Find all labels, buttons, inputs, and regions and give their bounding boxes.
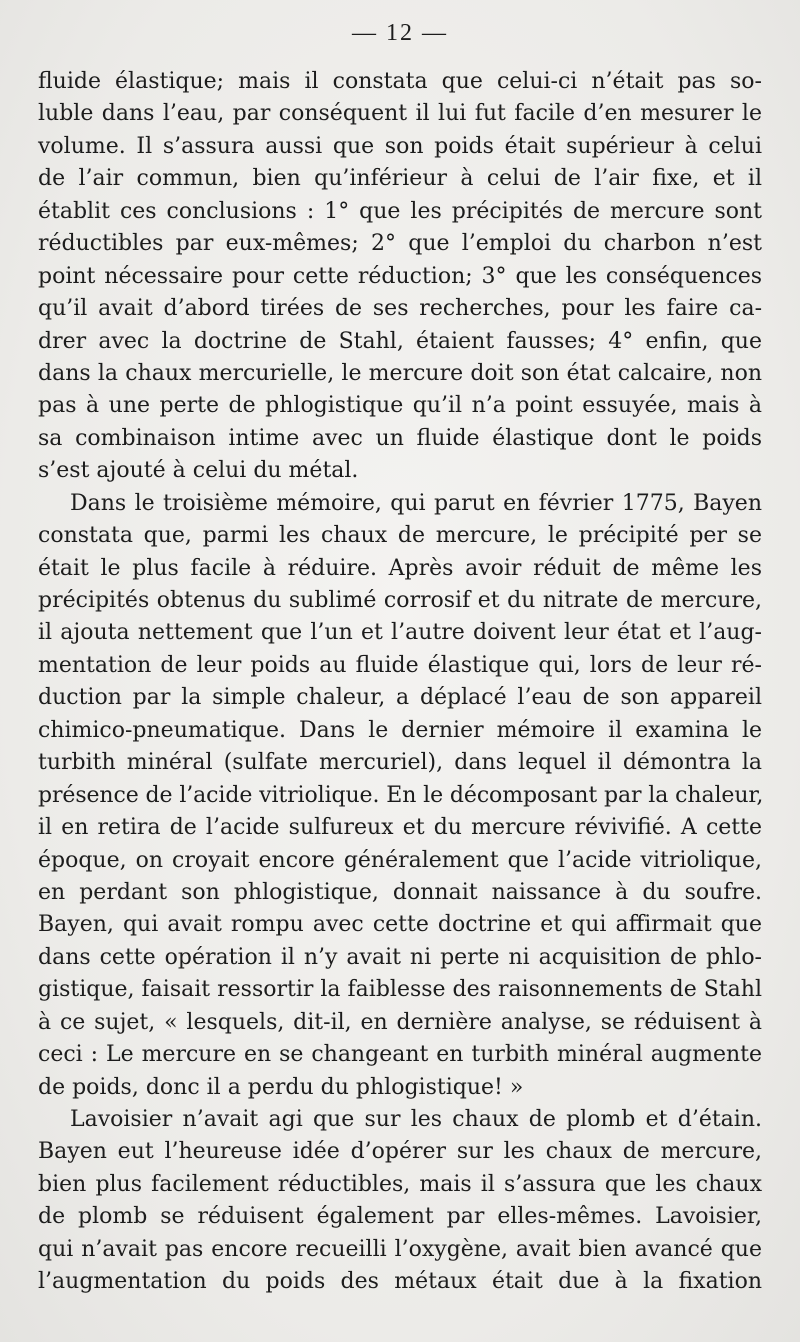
text-line: de poids, donc il a perdu du phlogistique! » [38, 1074, 524, 1100]
text-line: en perdant son phlogistique, donnait naissance à du soufre. [38, 879, 762, 905]
text-line: sa combinaison intime avec un fluide élastique dont le poids [38, 425, 762, 451]
text-line: turbith minéral (sulfate mercuriel), dans lequel il démontra la [38, 750, 762, 776]
text-line: réductibles par eux-mêmes; 2° que l’emploi du charbon n’est [38, 231, 762, 257]
text-line: drer avec la doctrine de Stahl, étaient fausses; 4° enfin, que [38, 328, 762, 354]
paragraph-2 [38, 488, 762, 1104]
text-line: à ce sujet, « lesquels, dit-il, en dernière analyse, se réduisent à [38, 1009, 762, 1035]
text-line: chimico-pneumatique. Dans le dernier mémoire il examina le [38, 717, 762, 743]
text-line: constata que, parmi les chaux de mercure, le précipité per se [38, 523, 762, 549]
text-line: volume. Il s’assura aussi que son poids était supérieur à celui [38, 133, 762, 159]
text-line: bien plus facilement réductibles, mais il s’assura que les chaux [38, 1171, 762, 1197]
text-line: établit ces conclusions : 1° que les précipités de mercure sont [38, 198, 762, 224]
text-line: Bayen, qui avait rompu avec cette doctrine et qui affirmait que [38, 912, 762, 938]
text-line: de l’air commun, bien qu’inférieur à celui de l’air fixe, et il [38, 166, 762, 192]
text-line: Bayen eut l’heureuse idée d’opérer sur les chaux de mercure, [38, 1139, 762, 1165]
text-line: ceci : Le mercure en se changeant en turbith minéral augmente [38, 1042, 762, 1068]
text-line: époque, on croyait encore généralement que l’acide vitriolique, [38, 847, 762, 873]
text-line: de plomb se réduisent également par elles-mêmes. Lavoisier, [38, 1204, 762, 1230]
text-line: précipités obtenus du sublimé corrosif et du nitrate de mercure, [38, 588, 762, 613]
text-line: point nécessaire pour cette réduction; 3° que les conséquences [38, 263, 762, 289]
text-line: il en retira de l’acide sulfureux et du mercure révivifié. A cette [38, 815, 762, 841]
text-line: était le plus facile à réduire. Après avoir réduit de même les [38, 555, 762, 581]
text-line: Lavoisier n’avait agi que sur les chaux de plomb et d’étain. [70, 1107, 762, 1132]
paragraph-3 [38, 1104, 762, 1299]
text-line: fluide élastique; mais il constata que celui-ci n’était pas so- [38, 69, 762, 94]
text-line: pas à une perte de phlogistique qu’il n’a point essuyée, mais à [38, 393, 762, 419]
text-line: qu’il avait d’abord tirées de ses recherches, pour les faire ca- [38, 296, 762, 322]
text-line: gistique, faisait ressortir la faiblesse des raisonnements de Stahl [38, 977, 763, 1003]
text-line: qui n’avait pas encore recueilli l’oxygène, avait bien avancé que [38, 1236, 762, 1262]
text-body [38, 66, 762, 1299]
text-line: duction par la simple chaleur, a déplacé l’eau de son appareil [38, 685, 762, 711]
text-line: Dans le troisième mémoire, qui parut en février 1775, Bayen [70, 490, 762, 516]
paragraph-1 [38, 66, 762, 488]
text-line: dans la chaux mercurielle, le mercure doit son état calcaire, non [38, 360, 762, 386]
text-line: s’est ajouté à celui du métal. [38, 458, 359, 484]
text-line: il ajouta nettement que l’un et l’autre doivent leur état et l’aug- [38, 620, 762, 646]
text-line: mentation de leur poids au fluide élastique qui, lors de leur ré- [38, 652, 762, 678]
text-line: l’augmentation du poids des métaux était due à la fixation [38, 1269, 762, 1295]
text-line: dans cette opération il n’y avait ni perte ni acquisition de phlo- [38, 944, 762, 970]
page-number: — 12 — [352, 20, 448, 46]
text-line: luble dans l’eau, par conséquent il lui fut facile d’en mesurer le [38, 101, 762, 127]
text-line: présence de l’acide vitriolique. En le décomposant par la chaleur, [38, 782, 764, 808]
